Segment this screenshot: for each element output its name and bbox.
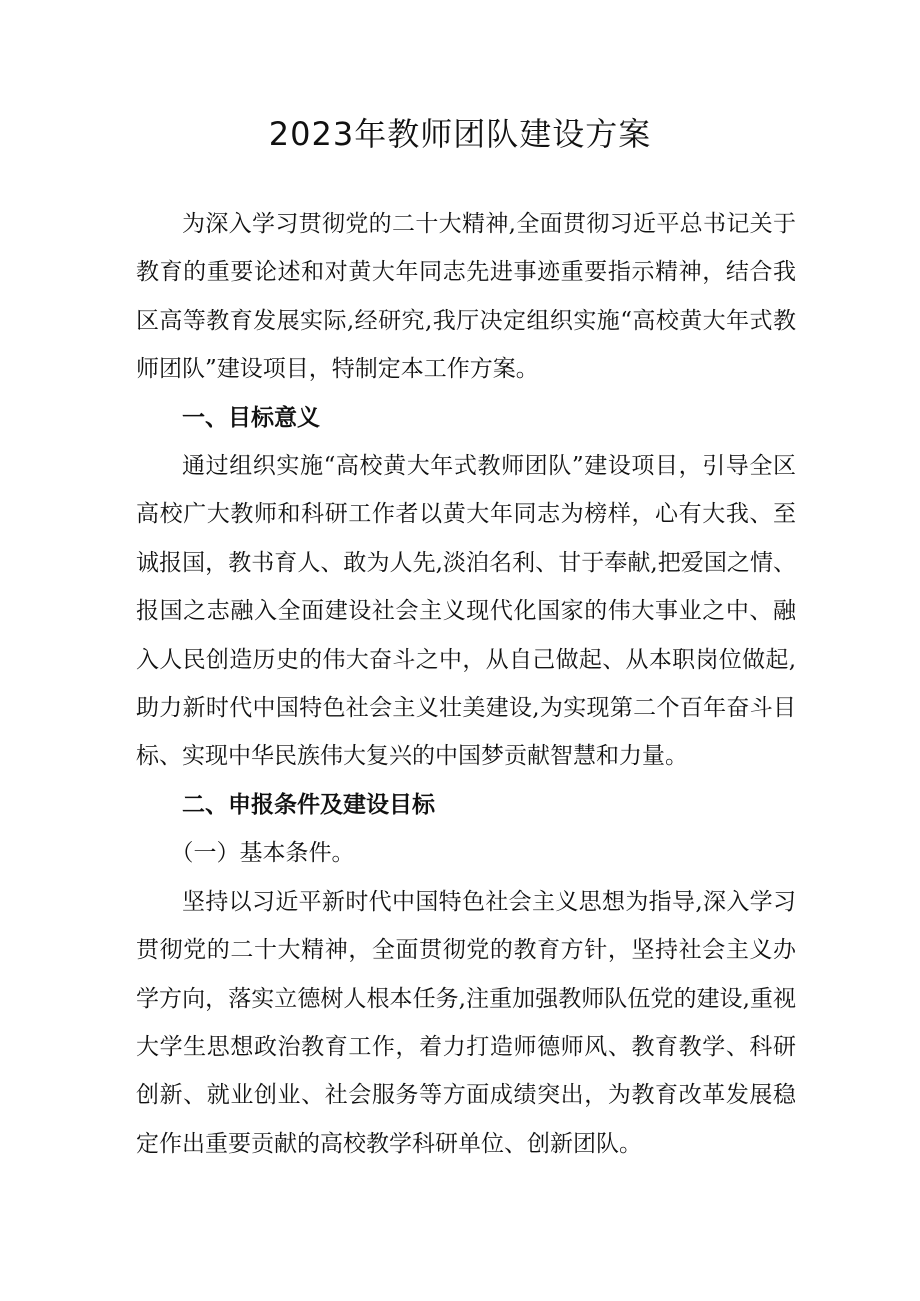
section-2-heading: 二、申报条件及建设目标 — [182, 791, 435, 818]
section-1-heading: 一、目标意义 — [182, 404, 320, 431]
document-body — [136, 200, 796, 1168]
subsection-1-paragraph: 坚持以习近平新时代中国特色社会主义思想为指导,深入学习贯彻党的二十大精神，全面贯彻党的教育方针，坚持社会主义办学方向，落实立德树人根本任务,注重加强教师队伍党的建设,重视大学生思想政治教育工作，着力打造师德师风、教育教学、科研创新、就业创业、社会服务等方面成绩突出，为教育改革发展稳定作出重要贡献的高校教学科研单位、创新团队。 — [136, 888, 796, 1157]
subsection-1-heading: （一）基本条件。 — [170, 840, 355, 867]
intro-paragraph: 为深入学习贯彻党的二十大精神,全面贯彻习近平总书记关于教育的重要论述和对黄大年同志先进事迹重要指示精神，结合我区高等教育发展实际,经研究,我厅决定组织实施“高校黄大年式教师团队”建设项目，特制定本工作方案。 — [136, 211, 796, 383]
document-title: 2023年教师团队建设方案 — [268, 115, 652, 153]
section-1-paragraph: 通过组织实施“高校黄大年式教师团队”建设项目，引导全区高校广大教师和科研工作者以黄大年同志为榜样，心有大我、至诚报国，教书育人、敢为人先,淡泊名利、甘于奉献,把爱国之情、报国之志融入全面建设社会主义现代化国家的伟大事业之中、融入人民创造历史的伟大奋斗之中，从自己做起、从本职岗位做起,助力新时代中国特色社会主义壮美建设,为实现第二个百年奋斗目标、实现中华民族伟大复兴的中国梦贡献智慧和力量。 — [136, 453, 796, 770]
